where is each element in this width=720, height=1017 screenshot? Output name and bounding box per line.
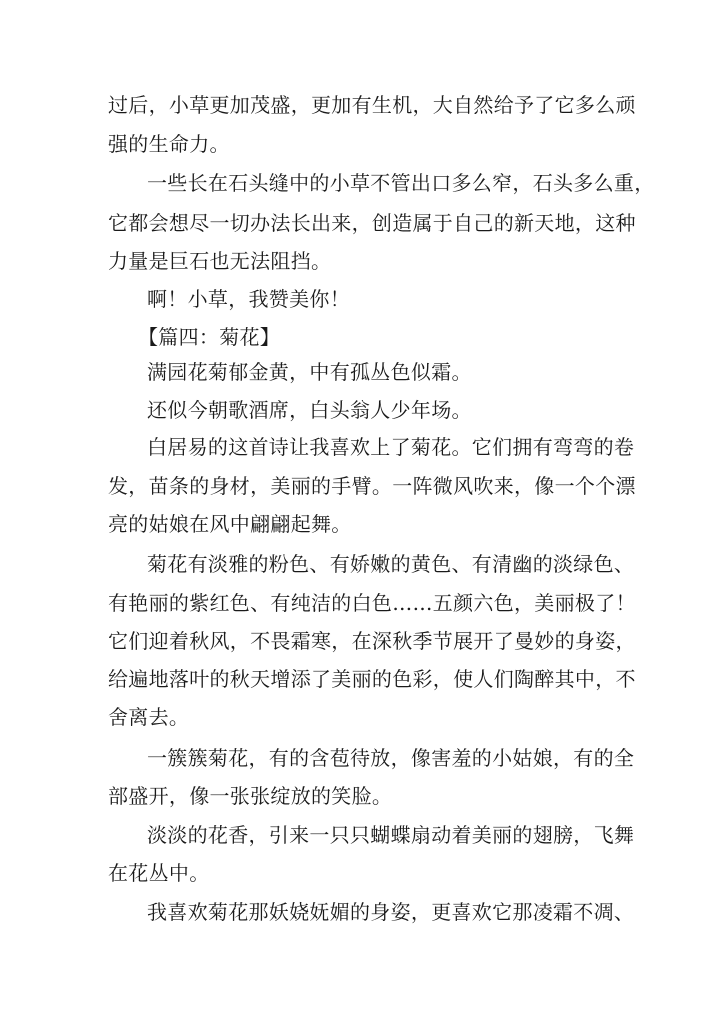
paragraph-line: 强的生命力。 <box>108 132 230 156</box>
paragraph-line: 它都会想尽一切办法长出来，创造属于自己的新天地，这种 <box>108 211 636 235</box>
paragraph-line: 亮的姑娘在风中翩翩起舞。 <box>108 512 352 536</box>
paragraph-line: 在花丛中。 <box>108 861 210 885</box>
paragraph-line: 给遍地落叶的秋天增添了美丽的色彩，使人们陶醉其中，不 <box>108 667 636 691</box>
paragraph-line: 一些长在石头缝中的小草不管出口多么窄，石头多么重， <box>147 171 655 195</box>
paragraph-line: 啊！小草，我赞美你！ <box>147 287 350 311</box>
paragraph-line: 舍离去。 <box>108 705 190 729</box>
section-heading: 【篇四：菊花】 <box>138 325 281 349</box>
paragraph-line: 淡淡的花香，引来一只只蝴蝶扇动着美丽的翅膀，飞舞 <box>147 823 635 847</box>
poem-line: 还似今朝歌酒席，白头翁人少年场。 <box>147 398 472 422</box>
paragraph-line: 力量是巨石也无法阻挡。 <box>108 249 332 273</box>
paragraph-line: 我喜欢菊花那妖娆妩媚的身姿，更喜欢它那凌霜不凋、 <box>147 900 635 924</box>
paragraph-line: 菊花有淡雅的粉色、有娇嫩的黄色、有清幽的淡绿色、 <box>147 552 635 576</box>
paragraph-line: 一簇簇菊花，有的含苞待放，像害羞的小姑娘，有的全 <box>147 746 635 770</box>
paragraph-line: 它们迎着秋风，不畏霜寒，在深秋季节展开了曼妙的身姿， <box>108 629 636 653</box>
paragraph-line: 部盛开，像一张张绽放的笑脸。 <box>108 784 393 808</box>
paragraph-line: 有艳丽的紫红色、有纯洁的白色……五颜六色，美丽极了！ <box>108 591 636 615</box>
poem-line: 满园花菊郁金黄，中有孤丛色似霜。 <box>147 360 472 384</box>
paragraph-line: 过后，小草更加茂盛，更加有生机，大自然给予了它多么顽 <box>108 93 636 117</box>
paragraph-line: 发，苗条的身材，美丽的手臂。一阵微风吹来，像一个个漂 <box>108 474 636 498</box>
paragraph-line: 白居易的这首诗让我喜欢上了菊花。它们拥有弯弯的卷 <box>147 435 635 459</box>
